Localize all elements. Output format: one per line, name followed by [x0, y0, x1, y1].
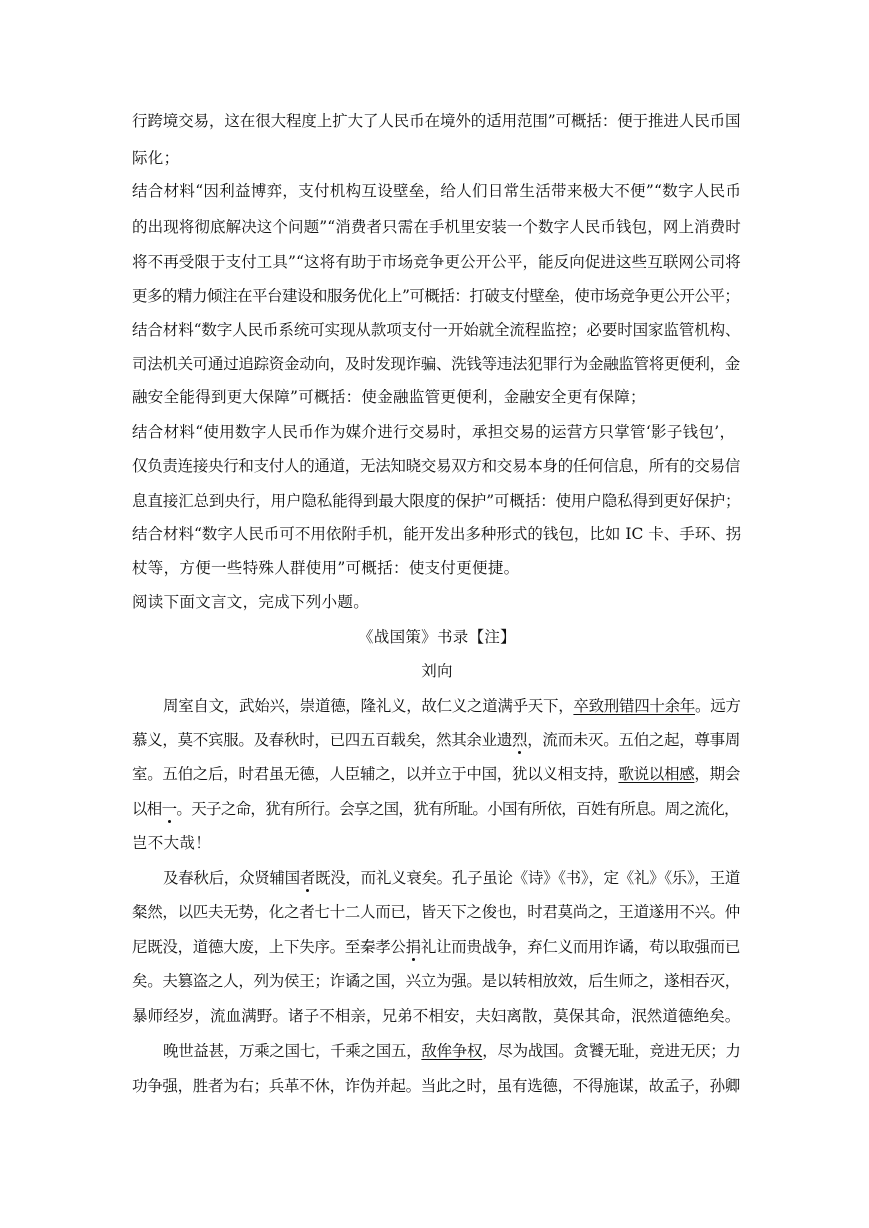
passage-line — [163, 1041, 743, 1061]
answer-line: 息直接汇总到央行，用户隐私能得到最大限度的保护”可概括：使用户隐私得到更好保护； — [132, 492, 741, 510]
answer-line: 将不再受限于支付工具”“这将有助于市场竞争更公开公平，能反向促进这些互联网公司将 — [132, 253, 741, 271]
passage-line — [132, 730, 742, 750]
text-segment: 既没，而礼义衰矣。孔子虽论《诗》《书》，定《礼》《乐》，王道 — [315, 869, 741, 887]
text-segment: 晚世益甚，万乘之国七，千乘之国五， — [163, 1042, 422, 1060]
passage-line: 粲然，以匹夫无势，化之者七十二人而已，皆天下之俊也，时君莫尚之，王道遂用不兴。仲 — [132, 903, 741, 921]
text-segment: ，期会 — [694, 765, 741, 783]
dotted-character: 一 — [161, 800, 177, 818]
dotted-character: 烈 — [512, 731, 528, 749]
answer-line: 结合材料“因利益博弈，支付机构互设壁垒，给人们日常生活带来极大不便”“数字人民币 — [132, 182, 742, 200]
answer-line: 杖等，方便一些特殊人群使用”可概括：使支付更便捷。 — [132, 559, 520, 577]
answer-line: 结合材料“数字人民币系统可实现从款项支付一开始就全流程监控；必要时国家监管机构、 — [132, 321, 741, 339]
passage-line — [163, 868, 743, 888]
underlined-phrase: 敌侔争权 — [421, 1042, 483, 1060]
text-segment: 室。五伯之后，时君虽无德，人臣辅之，以并立于中国，犹以义相支持， — [132, 765, 619, 783]
text-segment: 及春秋后，众贤辅国 — [163, 869, 300, 887]
text-segment: 。天子之命，犹有所行。会享之国，犹有所耻。小国有所依，百姓有所息。周之流化， — [176, 800, 739, 818]
passage-line: 岂不大哉！ — [132, 834, 212, 852]
answer-line: 融安全能得到更大保障”可概括：使金融监管更便利，金融安全更有保障； — [132, 388, 646, 406]
text-segment: 礼让而贵战争，弃仁义而用诈谲，苟以取强而已 — [420, 938, 741, 956]
answer-line: 更多的精力倾注在平台建设和服务优化上”可概括：打破支付壁垒，使市场竞争更公开公平； — [132, 287, 740, 305]
passage-author: 刘向 — [421, 662, 453, 680]
text-segment: 。远方 — [695, 697, 741, 715]
text-segment: ，流而未灭。五伯之起，尊事周 — [527, 731, 741, 749]
passage-line — [132, 799, 742, 819]
reading-instruction: 阅读下面文言文，完成下列小题。 — [132, 593, 370, 611]
answer-line: 行跨境交易，这在很大程度上扩大了人民币在境外的适用范围”可概括：便于推进人民币国 — [132, 112, 741, 130]
answer-line: 结合材料“使用数字人民币作为媒介进行交易时，承担交易的运营方只掌管‘影子钱包’， — [132, 423, 736, 441]
underlined-phrase: 歌说以相感 — [618, 765, 695, 783]
answer-line: 司法机关可通过追踪资金动向，及时发现诈骗、洗钱等违法犯罪行为金融监管将更便利，金 — [132, 355, 741, 373]
passage-line: 功争强，胜者为右；兵革不休，诈伪并起。当此之时，虽有选德，不得施谋，故孟子，孙卿 — [132, 1077, 741, 1095]
answer-line: 结合材料“数字人民币可不用依附手机，能开发出多种形式的钱包，比如 IC 卡、手环、拐 — [132, 525, 742, 543]
dotted-character: 者 — [299, 869, 316, 887]
answer-line: 际化； — [132, 149, 180, 167]
text-segment: 慕义，莫不宾服。及春秋时，已四五百载矣，然其余业遗 — [132, 731, 513, 749]
passage-line — [163, 696, 743, 716]
passage-line: 矣。夫篡盗之人，列为侯王；诈谲之国，兴立为强。是以转相放效，后生师之，遂相吞灭， — [132, 972, 741, 990]
answer-line: 的出现将彻底解决这个问题”“消费者只需在手机里安装一个数字人民币钱包，网上消费时 — [132, 218, 741, 236]
passage-line — [132, 937, 742, 957]
text-segment: 周室自文，武始兴，崇道德，隆礼义，故仁义之道满乎天下， — [163, 697, 574, 715]
passage-line: 暴师经岁，流血满野。诸子不相亲，兄弟不相安，夫妇离散，莫保其命，泯然道德绝矣。 — [132, 1007, 741, 1025]
text-segment: ，尽为战国。贪饕无耻，竞进无厌；力 — [482, 1042, 741, 1060]
passage-line — [132, 764, 742, 784]
dotted-character: 捐 — [405, 938, 421, 956]
passage-title: 《战国策》书录【注】 — [357, 628, 516, 646]
answer-line: 仅负责连接央行和支付人的通道，无法知晓交易双方和交易本身的任何信息，所有的交易信 — [132, 457, 741, 475]
text-segment: 尼既没，道德大废，上下失序。至秦孝公 — [132, 938, 406, 956]
underlined-phrase: 卒致刑错四十余年 — [573, 697, 696, 715]
text-segment: 以相 — [132, 800, 162, 818]
